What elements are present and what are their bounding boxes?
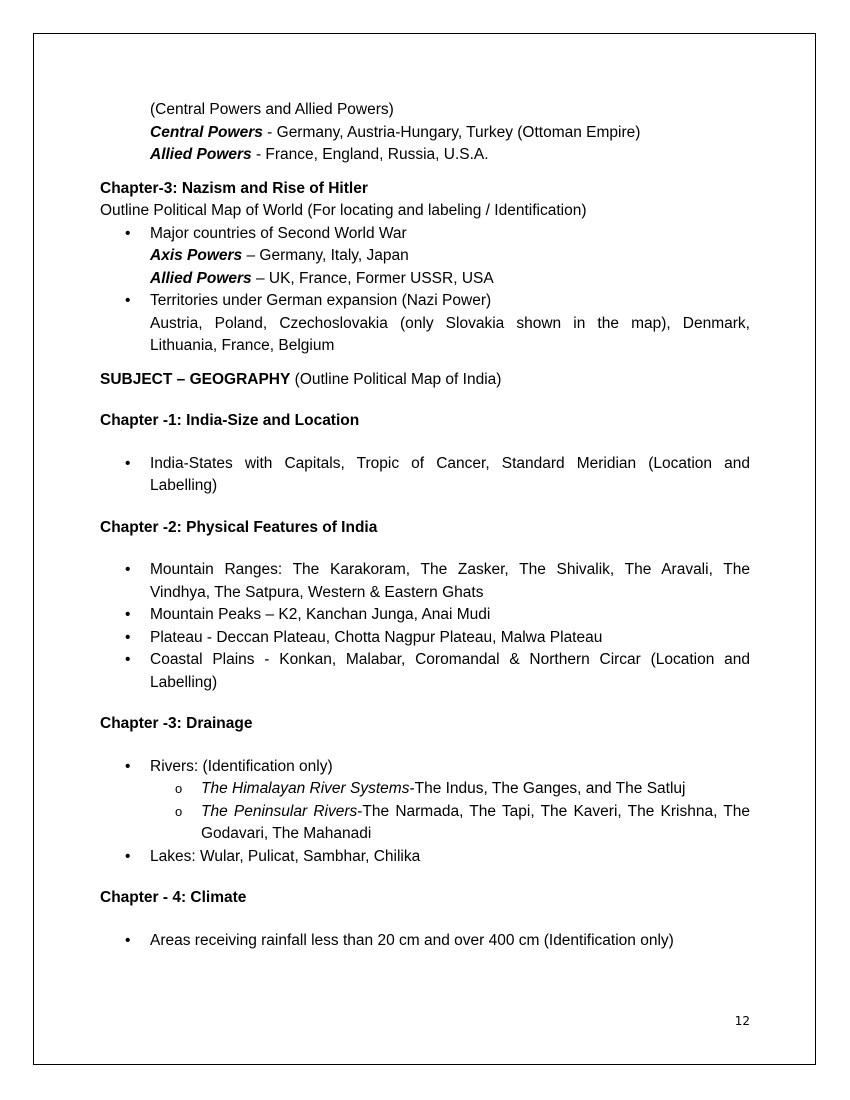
axis-powers-text: – Germany, Italy, Japan: [242, 247, 409, 264]
sublist-item-label: The Himalayan River Systems: [201, 780, 410, 797]
list-item: • Areas receiving rainfall less than 20 cm and over 400 cm (Identification only): [100, 930, 750, 953]
nazism-list: [100, 223, 750, 358]
list-item-text: • Territories under German expansion (Nazi Power): [150, 292, 492, 309]
allied-powers-label: Allied Powers: [150, 146, 252, 163]
continued-line: (Central Powers and Allied Powers): [150, 101, 394, 118]
axis-powers-line: [150, 245, 750, 268]
list-item-text-continued: Lithuania, France, Belgium: [150, 337, 335, 354]
chapter-heading-nazism: Chapter-3: Nazism and Rise of Hitler: [100, 179, 368, 197]
list-item: • Mountain Ranges: The Karakoram, The Zasker, The Shivalik, The Aravali, The Vindhya, The Satpura, Western & Eastern Ghats: [100, 559, 750, 604]
axis-powers-label: Axis Powers: [150, 247, 243, 264]
subject-label: SUBJECT – GEOGRAPHY: [100, 370, 291, 388]
physical-features-list: [100, 559, 750, 694]
page-number: 12: [734, 1014, 750, 1028]
list-item: [100, 290, 750, 358]
list-item: [100, 756, 750, 846]
subject-heading: [100, 369, 750, 392]
list-item: • Mountain Peaks – K2, Kanchan Junga, Anai Mudi: [100, 604, 750, 627]
sublist-item-label: The Peninsular Rivers: [201, 802, 358, 820]
list-item: • Coastal Plains - Konkan, Malabar, Coromandal & Northern Circar (Location and Labelling): [100, 649, 750, 694]
allied-powers-text: - France, England, Russia, U.S.A.: [251, 146, 489, 163]
chapter-heading-climate: Chapter - 4: Climate: [100, 889, 247, 906]
list-item-text: • Rivers: (Identification only): [150, 757, 333, 775]
sublist-item: [150, 801, 750, 846]
allied-powers-text-ww2: – UK, France, Former USSR, USA: [251, 269, 494, 287]
allied-powers-label-ww2: Allied Powers: [150, 269, 252, 287]
rivers-sublist: [150, 778, 750, 846]
list-item: [100, 223, 750, 291]
subject-text: (Outline Political Map of India): [290, 370, 502, 388]
list-item: • Plateau - Deccan Plateau, Chotta Nagpur Plateau, Malwa Plateau: [100, 627, 750, 650]
central-powers-label: Central Powers: [150, 123, 263, 141]
central-powers-text: - Germany, Austria-Hungary, Turkey (Ottoman Empire): [262, 123, 641, 141]
list-item: • Lakes: Wular, Pulicat, Sambhar, Chilika: [100, 846, 750, 869]
chapter-subtitle: Outline Political Map of World (For locating and labeling / Identification): [100, 202, 587, 219]
central-powers-line: [100, 122, 750, 145]
sublist-item-text: -The Narmada, The Tapi, The Kaveri, The Krishna, The Godavari, The Mahanadi: [201, 802, 751, 842]
allied-powers-line: [100, 144, 750, 167]
size-location-list: [100, 453, 750, 498]
page-content: [100, 99, 750, 952]
list-item-text-continued: Austria, Poland, Czechoslovakia (only Slovakia shown in the map), Denmark,: [150, 314, 750, 332]
chapter-heading-drainage: Chapter -3: Drainage: [100, 715, 253, 732]
list-item: • India-States with Capitals, Tropic of Cancer, Standard Meridian (Location and Labelling): [100, 453, 750, 498]
allied-powers-line-ww2: [150, 268, 750, 291]
climate-list: [100, 930, 750, 953]
sublist-item: [150, 778, 750, 801]
chapter-heading-size-location: Chapter -1: India-Size and Location: [100, 412, 360, 429]
chapter-heading-physical-features: Chapter -2: Physical Features of India: [100, 518, 378, 536]
list-item-text: • Major countries of Second World War: [150, 224, 407, 242]
sublist-item-text: -The Indus, The Ganges, and The Satluj: [409, 780, 686, 797]
drainage-list: [100, 756, 750, 869]
